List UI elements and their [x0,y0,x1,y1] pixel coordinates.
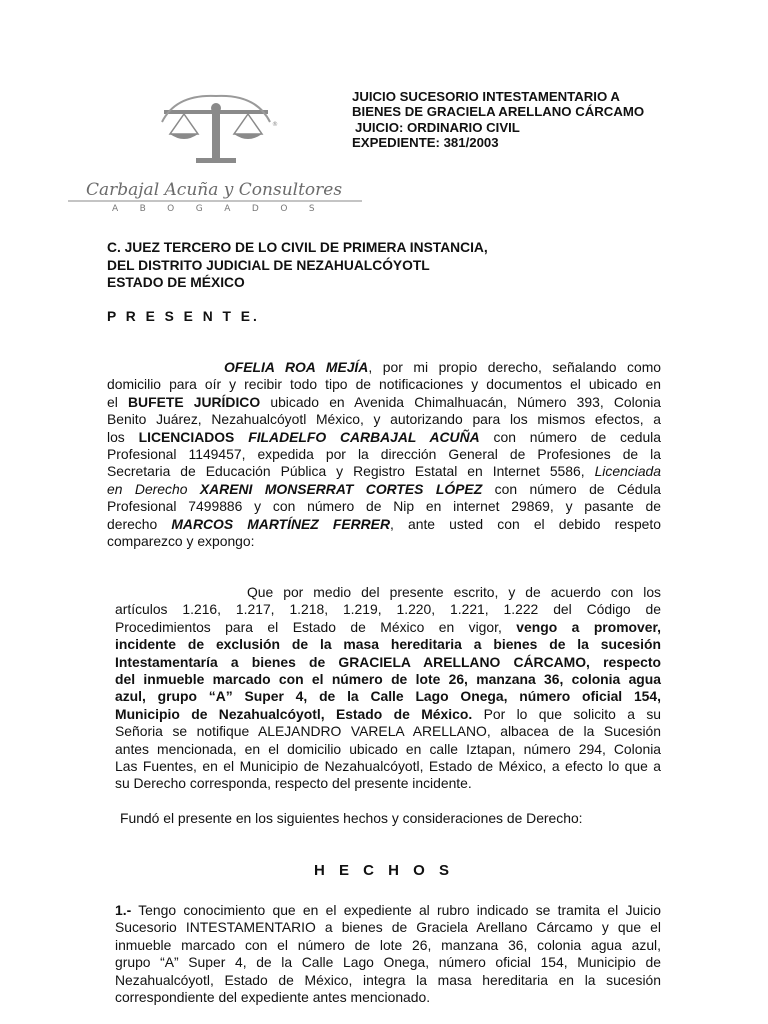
text-span: Por lo que solicito a su [472,705,661,722]
intro-paragraph [107,359,661,550]
hecho-1-paragraph [115,902,661,1006]
text-span: vengo a promover, [516,618,661,635]
lawyer-name: XARENI MONSERRAT CORTES LÓPEZ [199,480,483,497]
text-line: Las Fuentes, en el Municipio de Nezahualcóyotl, Estado de México, a efecto lo que a [115,758,661,775]
text-line: azul, grupo “A” Super 4, de la Calle Lago Onega, número oficial 154, [115,688,661,705]
firm-name: Carbajal Acuña y Consultores [86,180,343,200]
presente-heading: P R E S E N T E. [107,309,260,324]
text-span: , ante usted con el debido respeto [389,515,661,532]
text-span: Municipio de Nezahualcóyotl, Estado de México. [115,705,473,722]
text-line: su Derecho corresponda, respecto del presente incidente. [115,775,472,792]
case-caption [352,89,682,151]
addressee-block [107,239,488,292]
text-span: Procedimientos para el Estado de México en vigor, [115,618,517,635]
text-span: con número de cedula [479,428,661,445]
text-line: comparezco y expongo: [107,533,255,550]
text-line: incidente de exclusión de la masa hereditaria a bienes de la sucesión [115,636,661,653]
hechos-heading: H E C H O S [313,862,454,879]
text-line: inmueble marcado con el número de lote 26, manzana 36, colonia agua azul, [115,936,661,953]
text-line: Intestamentaría a bienes de GRACIELA ARELLANO CÁRCAMO, respecto [115,653,661,670]
text-span: Tengo conocimiento que en el expediente al rubro indicado se tramita el Juicio [131,902,661,918]
text-line: Benito Juárez, Nezahualcóyotl México, y autorizando para los mismos efectos, a [107,411,661,428]
petitioner-name: OFELIA ROA MEJÍA [224,359,369,375]
fundo-line: Fundó el presente en los siguientes hechos y consideraciones de Derecho: [120,810,583,826]
text-line: Sucesorio INTESTAMENTARIO a bienes de Graciela Arellano Cárcamo y que el [115,919,661,936]
text-span: el [107,393,129,410]
caption-line: JUICIO SUCESORIO INTESTAMENTARIO A [352,89,620,104]
text-span: en Derecho [107,480,200,497]
firm-subtitle: ABOGADOS [112,204,337,214]
text-line: Profesional 7499886 y con número de Nip en internet 29869, y pasante de [107,498,661,515]
text-line: Nezahualcóyotl, Estado de México, integra la masa hereditaria en la sucesión [115,971,661,988]
text-span: derecho [107,515,172,532]
svg-text:®: ® [272,121,278,128]
text-line: grupo “A” Super 4, de la Calle Lago Onega, número oficial 154, Municipio de [115,954,661,971]
bufete-label: BUFETE JURÍDICO [128,393,261,410]
text-line: del inmueble marcado con el número de lote 26, manzana 36, colonia agua [115,671,661,688]
text-span: , por mi propio derecho, señalando como [368,359,661,375]
text-line: Señoria se notifique ALEJANDRO VARELA ARELLANO, albacea de la Sucesión [115,723,661,740]
text-span: con número de Cédula [482,480,661,497]
hecho-number: 1.- [115,902,132,918]
caption-line: BIENES DE GRACIELA ARELLANO CÁRCAMO [352,104,645,120]
addressee-line: ESTADO DE MÉXICO [107,275,245,290]
caption-line: EXPEDIENTE: 381/2003 [352,135,499,151]
lawyer-name: FILADELFO CARBAJAL ACUÑA [248,428,480,445]
petition-paragraph [115,584,661,793]
text-span: los [107,428,139,445]
text-span: Secretaria de Educación Pública y Registro Estatal en Internet 5586, [107,463,595,480]
caption-line: JUICIO: ORDINARIO CIVIL [355,119,520,135]
text-line: antes mencionada, en el domicilio ubicado en calle Iztapan, número 294, Colonia [115,740,661,757]
text-line: domicilio para oír y recibir todo tipo de notificaciones y documentos el ubicado en [107,376,661,393]
text-line: correspondiente del expediente antes mencionado. [115,989,431,1006]
text-span: Licenciada [594,463,661,480]
addressee-line: DEL DISTRITO JUDICIAL DE NEZAHUALCÓYOTL [107,257,430,273]
text-line: artículos 1.216, 1.217, 1.218, 1.219, 1.220, 1.221, 1.222 del Código de [115,601,661,618]
text-span: ubicado en Avenida Chimalhuacán, Número 393, Colonia [260,393,662,410]
addressee-line: C. JUEZ TERCERO DE LO CIVIL DE PRIMERA INSTANCIA, [107,240,488,255]
licenciados-label: LICENCIADOS [138,428,235,445]
text-line: Profesional 1149457, expedida por la dirección General de Profesiones de la [107,446,661,463]
text-line: Que por medio del presente escrito, y de acuerdo con los [247,584,661,600]
lawyer-name: MARCOS MARTÍNEZ FERRER [171,515,390,532]
